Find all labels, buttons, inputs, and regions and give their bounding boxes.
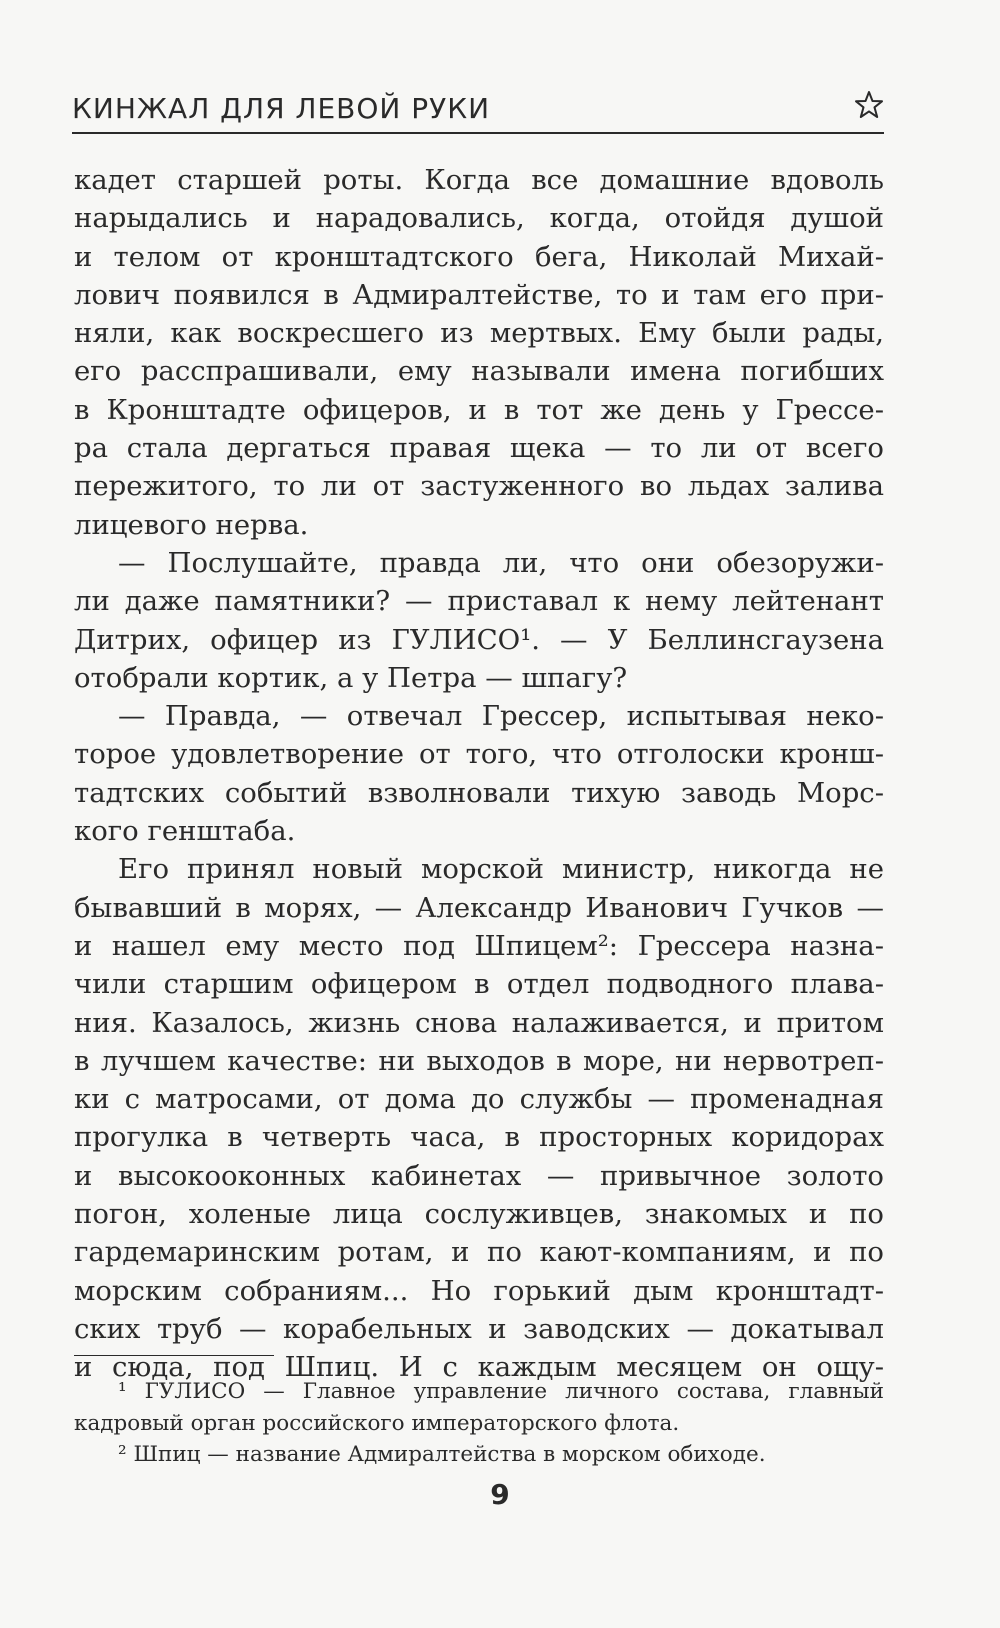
footnote-2: ² Шпиц — название Адмиралтейства в морском обиходе. [118,1442,766,1467]
text-line: Его принял новый морской министр, никогда не [118,853,884,886]
text-line: Дитрих, офицер из ГУЛИСО¹. — У Беллинсгаузена [74,623,884,656]
main-text [74,161,884,1387]
text-line: няли, как воскресшего из мертвых. Ему были рады, [74,317,884,350]
page-number: 9 [490,1478,510,1511]
text-line: кого генштаба. [74,815,296,848]
footnotes [74,1376,884,1471]
text-line: нарыдались и нарадовались, когда, отойдя душой [74,202,884,235]
text-line: ских труб — корабельных и заводских — докатывал [74,1312,884,1345]
text-line: прогулка в четверть часа, в просторных коридорах [74,1121,884,1154]
footnote-1-line-2: кадровый орган российского императорского флота. [74,1410,680,1436]
footnote-divider [74,1355,274,1356]
text-line: и сюда, под Шпиц. И с каждым месяцем он ощу- [74,1351,884,1384]
text-line: кадет старшей роты. Когда все домашние вдоволь [74,164,884,196]
text-line: ния. Казалось, жизнь снова налаживается, и притом [74,1006,884,1039]
text-line: — Послушайте, правда ли, что они обезоружи- [118,546,884,579]
star-outline-icon [854,90,884,120]
footnote-1-line-1: ¹ ГУЛИСО — Главное управление личного состава, главный [118,1379,884,1404]
text-line: морским собраниям... Но горький дым кронштадт- [74,1274,884,1307]
text-line: его расспрашивали, ему называли имена погибших [74,355,884,388]
text-line: торое удовлетворение от того, что отголоски кронш- [74,738,884,771]
book-title: КИНЖАЛ ДЛЯ ЛЕВОЙ РУКИ [72,92,491,125]
text-line: в Кронштадте офицеров, и в тот же день у Грессе- [74,393,884,426]
text-line: лицевого нерва. [74,508,309,541]
text-line: и телом от кронштадтского бега, Николай Михай- [74,240,884,273]
text-line: и высокооконных кабинетах — привычное золото [74,1159,884,1192]
text-line: — Правда, — отвечал Грессер, испытывая неко- [118,700,884,733]
text-line: гардемаринским ротам, и по кают-компаниям, и по [74,1236,884,1269]
running-head [72,88,884,134]
text-line: и нашел ему место под Шпицем²: Грессера назна- [74,929,884,962]
text-line: лович появился в Адмиралтействе, то и там его при- [74,278,884,311]
text-line: ра стала дергаться правая щека — то ли от всего [74,432,884,465]
text-line: отобрали кортик, а у Петра — шпагу? [74,661,628,694]
text-line: бывавший в морях, — Александр Иванович Гучков — [74,891,884,924]
text-line: чили старшим офицером в отдел подводного плава- [74,968,884,1001]
text-line: погон, холеные лица сослуживцев, знакомых и по [74,1198,884,1231]
text-line: в лучшем качестве: ни выходов в море, ни нервотреп- [74,1044,884,1077]
text-line: ки с матросами, от дома до службы — променадная [74,1083,884,1116]
text-line: ли даже памятники? — приставал к нему лейтенант [74,585,884,618]
text-line: пережитого, то ли от застуженного во льдах залива [74,470,884,503]
text-line: тадтских событий взволновали тихую заводь Морс- [74,776,884,809]
